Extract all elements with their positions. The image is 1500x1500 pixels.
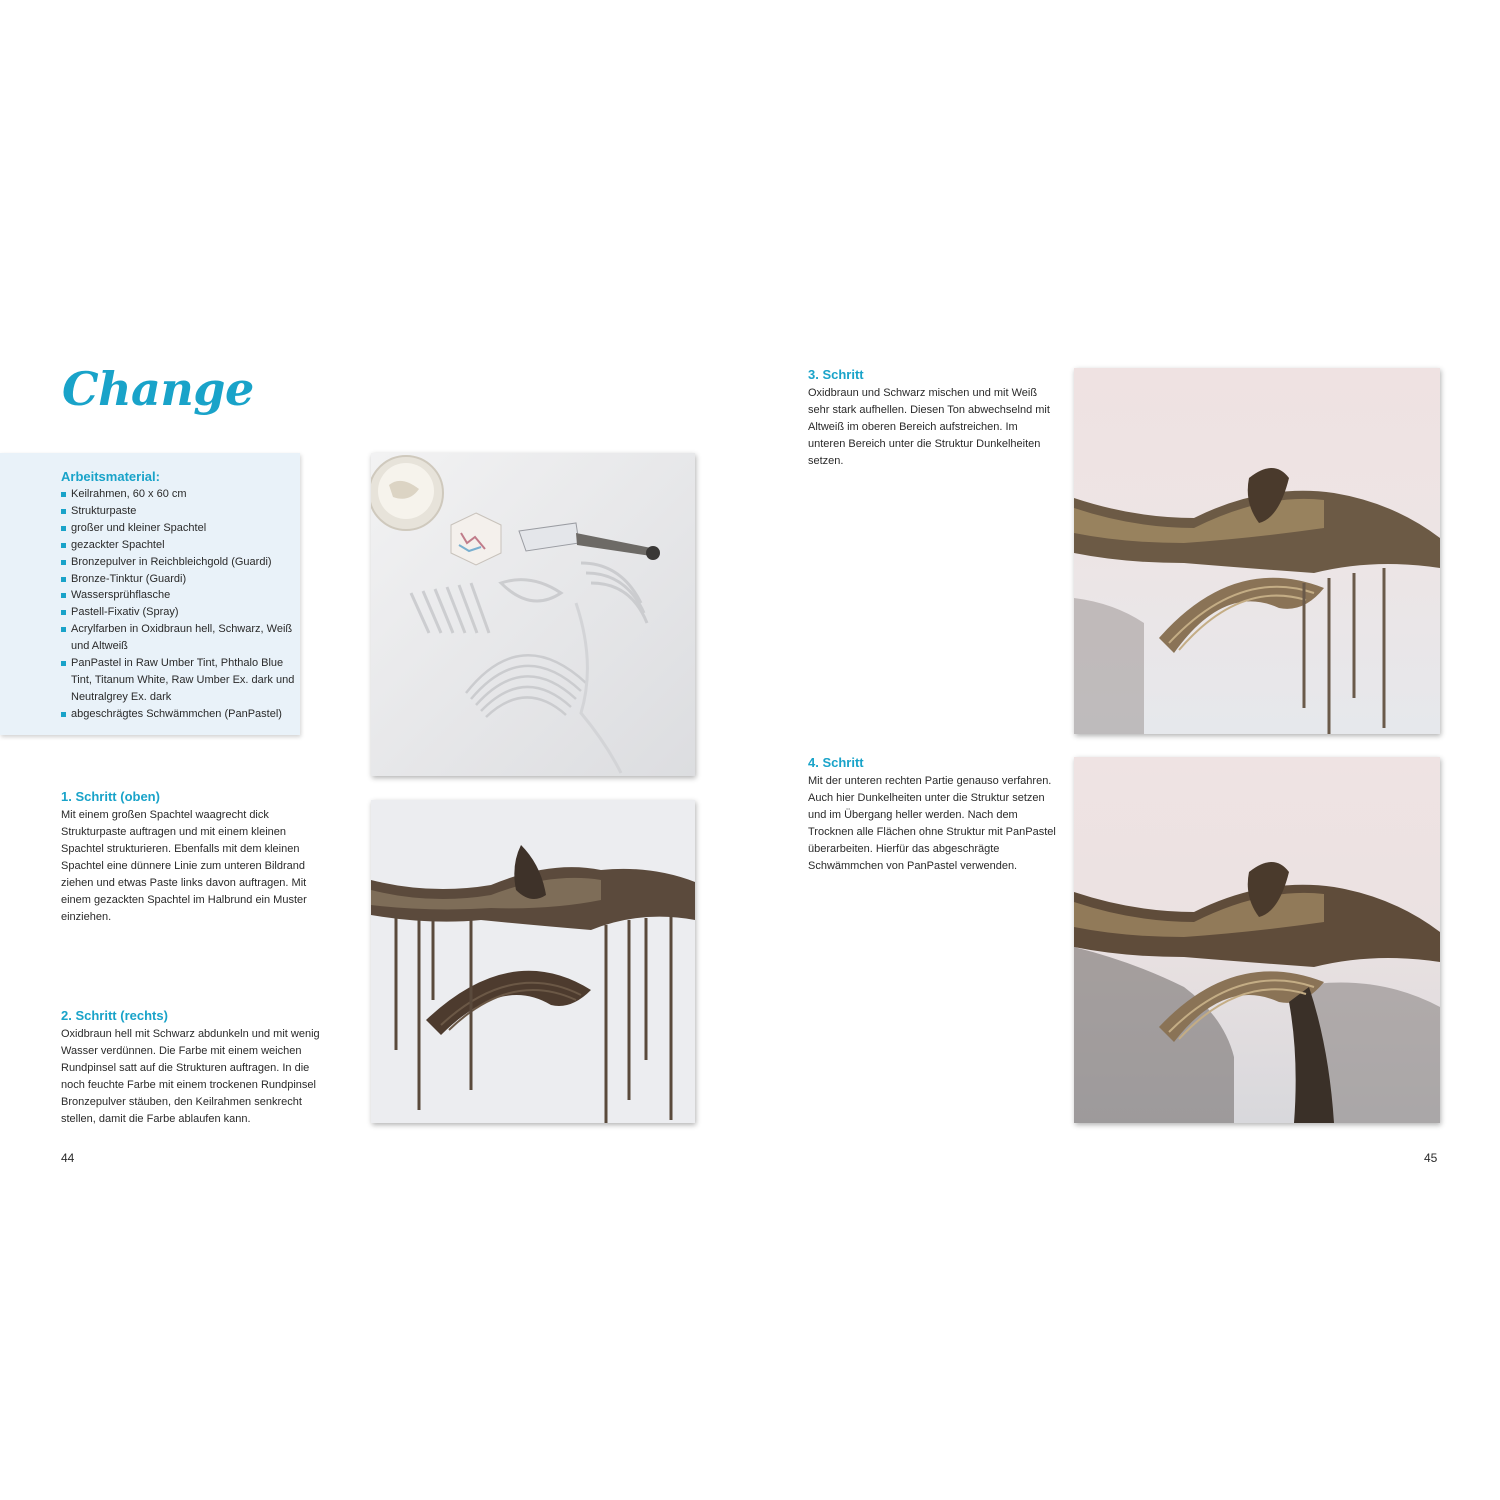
square-bullet-icon (61, 526, 66, 531)
step-4-text: Mit der unteren rechten Partie genauso verfahren. Auch hier Dunkelheiten unter die Struktur setzen und im Übergang heller werden. Nach dem Trocknen alle Flächen ohne Struktur mit PanPastel überarbeiten. Hierfür das abgeschrägte Schwämmchen von PanPastel verwenden. (808, 775, 1056, 872)
step-4-heading: 4. Schritt (808, 755, 864, 770)
square-bullet-icon (61, 577, 66, 582)
square-bullet-icon (61, 610, 66, 615)
list-item: großer und kleiner Spachtel (61, 520, 297, 537)
list-item: abgeschrägtes Schwämmchen (PanPastel) (61, 706, 297, 723)
list-item: Pastell-Fixativ (Spray) (61, 604, 297, 621)
square-bullet-icon (61, 593, 66, 598)
step-3-heading: 3. Schritt (808, 367, 864, 382)
list-item: Keilrahmen, 60 x 60 cm (61, 486, 297, 503)
square-bullet-icon (61, 543, 66, 548)
step-2-heading: 2. Schritt (rechts) (61, 1008, 168, 1023)
materials-list (61, 486, 297, 723)
photo-step-1 (371, 453, 695, 776)
pink-bronze-illustration (1074, 368, 1440, 734)
square-bullet-icon (61, 560, 66, 565)
square-bullet-icon (61, 509, 66, 514)
step-1-heading: 1. Schritt (oben) (61, 789, 160, 804)
page-title: Change (62, 362, 254, 416)
list-item: gezackter Spachtel (61, 537, 297, 554)
photo-step-4 (1074, 757, 1440, 1123)
page-number-right: 45 (1424, 1151, 1438, 1165)
photo-step-3 (1074, 368, 1440, 734)
page-number-left: 44 (61, 1151, 75, 1165)
list-item: Acrylfarben in Oxidbraun hell, Schwarz, Weiß und Altweiß (61, 621, 297, 655)
list-item: Strukturpaste (61, 503, 297, 520)
square-bullet-icon (61, 492, 66, 497)
brown-paint-illustration (371, 800, 695, 1123)
square-bullet-icon (61, 627, 66, 632)
finished-painting-illustration (1074, 757, 1440, 1123)
step-2-text: Oxidbraun hell mit Schwarz abdunkeln und mit wenig Wasser verdünnen. Die Farbe mit einem weichen Rundpinsel satt auf die Strukturen auftragen. In die noch feuchte Farbe mit einem trockenen Rundpinsel Bronzepulver stäuben, den Keilrahmen senkrecht stellen, damit die Farbe ablaufen kann. (61, 1028, 320, 1125)
materials-heading: Arbeitsmaterial: (61, 469, 160, 484)
list-item: Bronzepulver in Reichbleichgold (Guardi) (61, 554, 297, 571)
square-bullet-icon (61, 661, 66, 666)
step-1-text: Mit einem großen Spachtel waagrecht dick Strukturpaste auftragen und mit einem kleinen Spachtel strukturieren. Ebenfalls mit dem kleinen Spachtel eine dünnere Linie zum unteren Bildrand ziehen und etwas Paste links davon auftragen. Mit einem gezackten Spachtel im Halbrund ein Muster einziehen. (61, 809, 307, 923)
square-bullet-icon (61, 712, 66, 717)
structure-paste-illustration (371, 453, 695, 776)
list-item: Wassersprühflasche (61, 587, 297, 604)
list-item: Bronze-Tinktur (Guardi) (61, 571, 297, 588)
photo-step-2 (371, 800, 695, 1123)
list-item: PanPastel in Raw Umber Tint, Phthalo Blue Tint, Titanum White, Raw Umber Ex. dark und Neutralgrey Ex. dark (61, 655, 297, 706)
step-3-text: Oxidbraun und Schwarz mischen und mit Weiß sehr stark aufhellen. Diesen Ton abwechselnd mit Altweiß im oberen Bereich aufstreichen. Im unteren Bereich unter die Struktur Dunkelheiten setzen. (808, 387, 1050, 467)
